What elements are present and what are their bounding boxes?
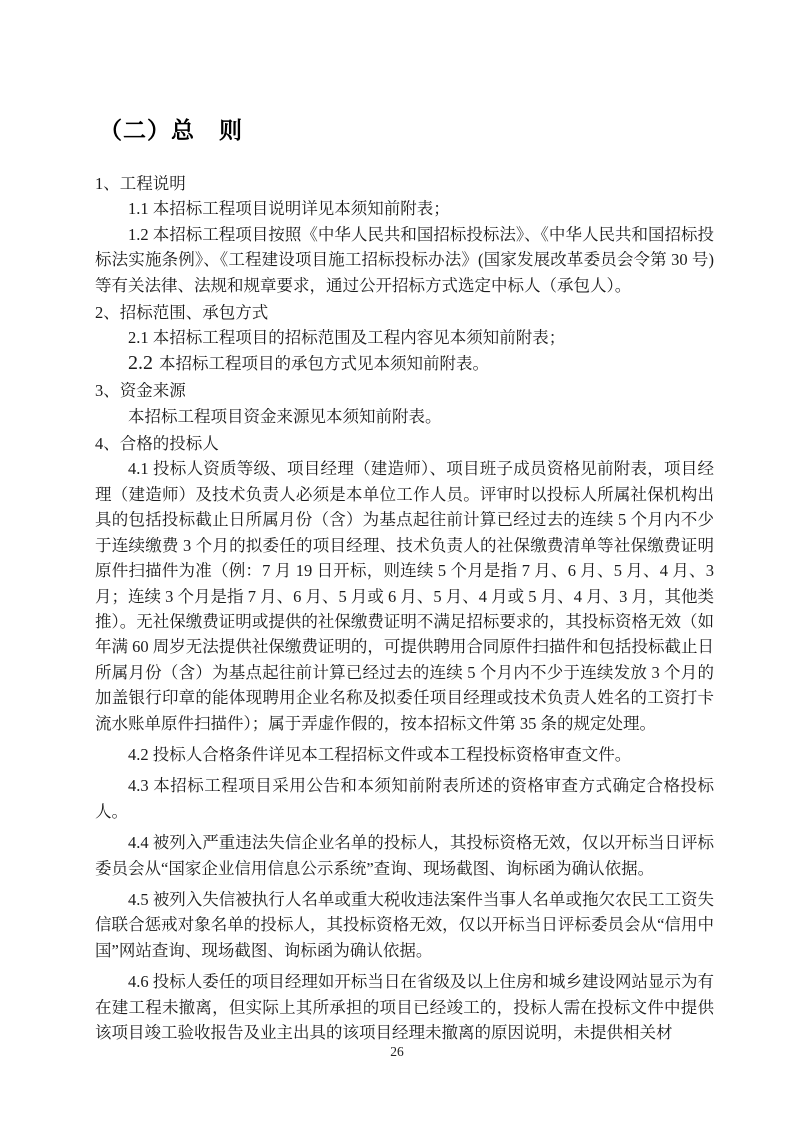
page-number: 26: [390, 1044, 404, 1059]
clause-2-heading: 2、招标范围、承包方式: [95, 303, 269, 323]
clause-4-3: 4.3 本招标工程项目采用公告和本须知前附表所述的资格审查方式确定合格投标人。: [95, 776, 714, 821]
clause-1-1: 1.1 本招标工程项目说明详见本须知前附表；: [128, 199, 450, 219]
clause-4-heading: 4、合格的投标人: [95, 434, 219, 454]
clause-2-2: [95, 351, 714, 376]
clause-4-1: 4.1 投标人资质等级、项目经理（建造师）、项目班子成员资格见前附表，项目经理（建造师）及技术负责人必须是本单位工作人员。评审时以投标人所属社保机构出具的包括投标截止日所属月份（含）为基点起往前计算已经过去的连续 5 个月内不少于连续缴费 3 个月的拟委任的项目经理、技术负责人的社保缴费清单等社保缴费证明原件扫描件为准（例：7 月 19 日开标，则连续 5 个月是指 7 月、6 月、5 月、4 月、3 月；连续 3 个月是指 7 月、6 月、5 月或 6 月、5 月、4 月或 5 月、4 月、3 月，其他类推）。无社保缴费证明或提供的社保缴费证明不满足招标要求的，其投标资格无效（如年满 60 周岁无法提供社保缴费证明的，可提供聘用合同原件扫描件和包括投标截止日所属月份（含）为基点起往前计算已经过去的连续 5 个月内不少于连续发放 3 个月的加盖银行印章的能体现聘用企业名称及拟委任项目经理或技术负责人姓名的工资打卡流水账单原件扫描件）；属于弄虚作假的，按本招标文件第 35 条的规定处理。: [95, 459, 715, 733]
clause-4-5: 4.5 被列入失信被执行人名单或重大税收违法案件当事人名单或拖欠农民工工资失信联合惩戒对象名单的投标人，其投标资格无效，仅以开标当日评标委员会从“信用中国”网站查询、现场截图、询标函为确认依据。: [95, 889, 714, 960]
clause-2-1: 2.1 本招标工程项目的招标范围及工程内容见本须知前附表；: [128, 328, 566, 348]
clause-1-2: 1.2 本招标工程项目按照《中华人民共和国招标投标法》、《中华人民共和国招标投标法实施条例》、《工程建设项目施工招标投标办法》(国家发展改革委员会令第 30 号)等有关法律、法规和规章要求，通过公开招标方式选定中标人（承包人）。: [95, 224, 714, 295]
clause-2-2-number: 2.2: [128, 351, 153, 374]
clause-4-6: 4.6 投标人委任的项目经理如开标当日在省级及以上住房和城乡建设网站显示为有在建工程未撤离，但实际上其所承担的项目已经竣工的，投标人需在投标文件中提供该项目竣工验收报告及业主出具的该项目经理未撤离的原因说明，未提供相关材: [95, 972, 714, 1042]
clause-2-2-text: 本招标工程项目的承包方式见本须知前附表。: [159, 353, 489, 373]
clause-3-heading: 3、资金来源: [95, 381, 186, 401]
clause-3-body: 本招标工程项目资金来源见本须知前附表。: [128, 406, 442, 426]
section-title: （二）总 则: [99, 118, 243, 143]
clause-4-4: 4.4 被列入严重违法失信企业名单的投标人，其投标资格无效，仅以开标当日评标委员会从“国家企业信用信息公示系统”查询、现场截图、询标函为确认依据。: [95, 833, 714, 878]
clause-4-2: 4.2 投标人合格条件详见本工程招标文件或本工程投标资格审查文件。: [128, 744, 632, 764]
page-footer: [0, 1044, 794, 1060]
clause-1-heading: 1、工程说明: [95, 174, 186, 193]
